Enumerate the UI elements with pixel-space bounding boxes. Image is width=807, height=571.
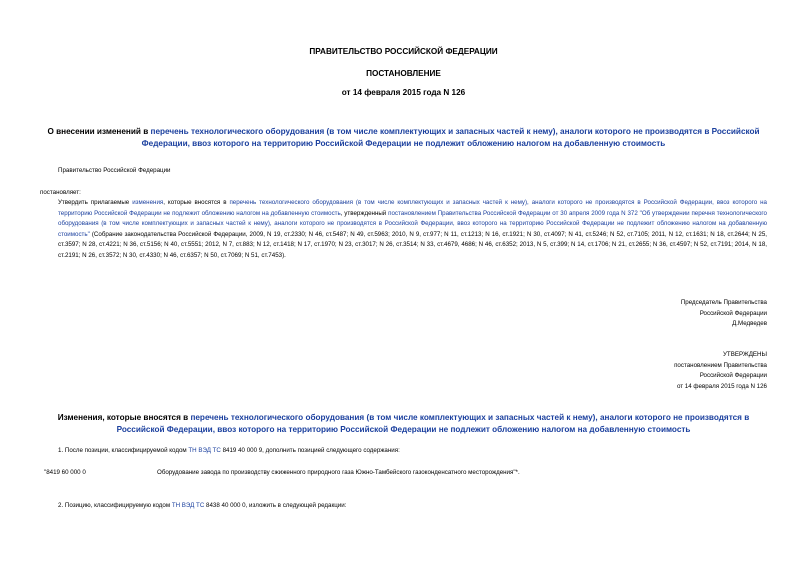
changes-title (40, 412, 767, 436)
signature-line-2: Российской Федерации (699, 309, 767, 317)
item-2-text-2: 8438 40 000 0, изложить в следующей редакции: (204, 502, 347, 509)
document-title (40, 126, 767, 150)
position-description: Оборудование завода по производству сжиженного природного газа Южно-Тамбейского газоконденсатного месторождения"*. (157, 469, 520, 476)
item-1-text-2: 8419 40 000 9, дополнить позицией следующего содержания: (220, 447, 400, 454)
approval-block (674, 350, 767, 392)
signature-line-1: Председатель Правительства (680, 299, 767, 306)
title-link[interactable]: перечень технологического оборудования (в том числе комплектующих и запасных частей к нему), аналоги которого не производятся в Российской Федерации, ввоз которого на территорию Российской Федерации не подлежит обложению налогом на добавленную стоимость (141, 127, 760, 148)
decree-word: постановляет: (40, 189, 81, 196)
body-text-3: , утвержденный (340, 209, 389, 217)
title-prefix: О внесении изменений в (47, 127, 151, 136)
approval-line-1: УТВЕРЖДЕНЫ (723, 351, 767, 358)
item-2-tnved-link[interactable]: ТН ВЭД ТС (171, 502, 205, 509)
body-text-1: Утвердить прилагаемые (58, 199, 133, 206)
decree-body (40, 198, 767, 262)
document-date-number: от 14 февраля 2015 года N 126 (341, 88, 466, 97)
approval-line-3: Российской Федерации (699, 372, 767, 380)
changes-title-link[interactable]: перечень технологического оборудования (в том числе комплектующих и запасных частей к нему), аналоги которого не производятся в Российской Федерации, ввоз которого на территорию Российской Федерации не подлежит обложению налогом на добавленную стоимость (116, 413, 750, 434)
document-kind: ПОСТАНОВЛЕНИЕ (366, 69, 441, 78)
resolution-link[interactable]: постановлением Правительства Российской Федерации от 30 апреля 2009 года N 372 "Об утверждении перечня технологического оборудования (в том числе комплектующих и запасных частей к нему), аналоги которого не производятся в Российской Федерации, ввоз которого на территорию Российской Федерации не подлежит обложению налогом на добавленную стоимость" (58, 209, 767, 238)
government-heading: ПРАВИТЕЛЬСТВО РОССИЙСКОЙ ФЕДЕРАЦИИ (309, 47, 498, 56)
position-code: "8419 60 000 0 (44, 469, 86, 476)
issuer: Правительство Российской Федерации (58, 167, 171, 174)
changes-title-prefix: Изменения, которые вносятся в (57, 413, 191, 422)
signature-line-3: Д.Медведев (732, 320, 767, 328)
signature-block (681, 298, 767, 330)
body-text-2: , которые вносятся в (163, 199, 230, 206)
body-text-4: (Собрание законодательства Российской Федерации, 2009, N 19, ст.2330; N 46, ст.5487; N 49, ст.5963; 2010, N 9, ст.977; N 11, ст.1213; N 16, ст.1921; N 30, ст.4097; N 41, ст.5246; N 52, ст.7105; 2011, N 12, ст.1631; N 18, ст.2644; N 25, ст.3597; N 28, ст.4221; N 36, ст.5156; N 40, ст.5551; 2012, N 7, ст.883; N 12, ст.1418; N 17, ст.1970; N 23, ст.3017; N 26, ст.3514; N 33, ст.4679, 4686; N 46, ст.6352; 2013, N 5, ст.399; N 14, ст.1706; N 21, ст.2655; N 36, ст.4597; N 52, ст.7191; 2014, N 18, ст.2191; N 26, ст.3572; N 30, ст.4330; N 46, ст.6357; N 50, ст.7069; N 51, ст.7453). (58, 230, 767, 259)
item-1-tnved-link[interactable]: ТН ВЭД ТС (188, 447, 221, 454)
item-1 (58, 446, 400, 457)
approval-line-2: постановлением Правительства (674, 361, 767, 369)
item-2 (58, 501, 346, 512)
changes-link[interactable]: изменения (132, 199, 164, 206)
list-link[interactable]: перечень технологического оборудования (в том числе комплектующих и запасных частей к нему), аналоги которого не производятся в Российской Федерации, ввоз которого на территорию Российской Федерации не подлежит обложению налогом на добавленную стоимость (58, 199, 767, 217)
item-2-text-1: 2. Позицию, классифицируемую кодом (58, 502, 172, 509)
approval-line-4: от 14 февраля 2015 года N 126 (676, 382, 767, 390)
item-1-text-1: 1. После позиции, классифицируемой кодом (58, 447, 189, 454)
